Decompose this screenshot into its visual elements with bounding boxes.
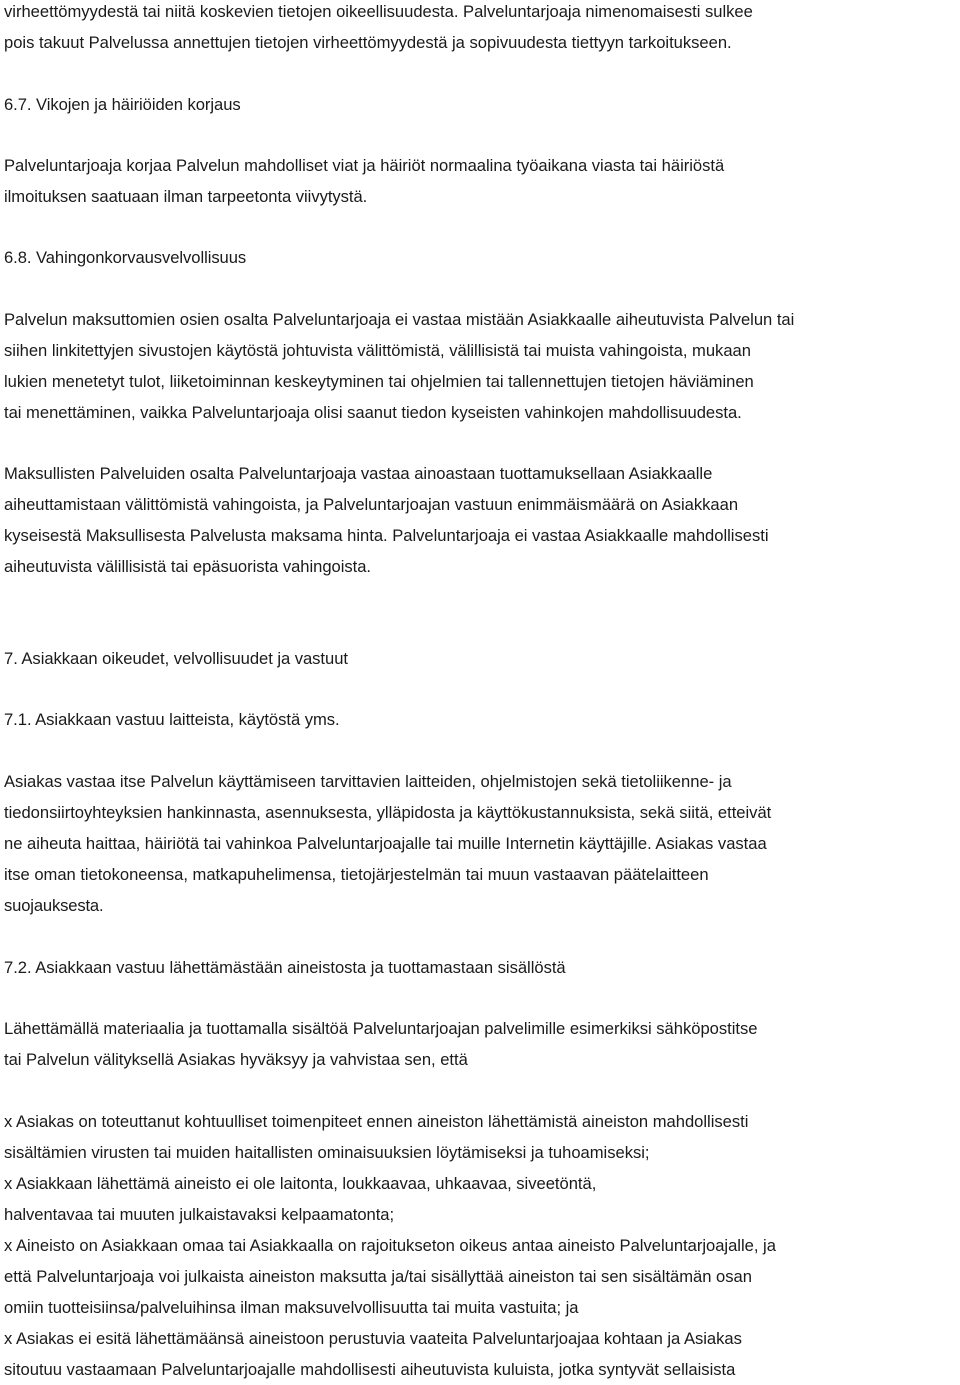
text-line: virheettömyydestä tai niitä koskevien tietojen oikeellisuudesta. Palveluntarjoaja nimenomaisesti sulkee	[4, 2, 753, 21]
text-line: pois takuut Palvelussa annettujen tietojen virheettömyydestä ja sopivuudesta tiettyyn tarkoitukseen.	[4, 33, 732, 52]
text-line: Lähettämällä materiaalia ja tuottamalla sisältöä Palveluntarjoajan palvelimille esimerkiksi sähköpostitse	[4, 1019, 758, 1038]
list-item: sitoutuu vastaamaan Palveluntarjoajalle mahdollisesti aiheutuvista kuluista, jotka syntyvät sellaisista	[4, 1360, 736, 1379]
text-line: itse oman tietokoneensa, matkapuhelimensa, tietojärjestelmän tai muun vastaavan päätelaitteen	[4, 865, 709, 884]
text-line: aiheuttamistaan välittömistä vahingoista, ja Palveluntarjoajan vastuun enimmäismäärä on Asiakkaan	[4, 495, 739, 514]
text-line: kyseisestä Maksullisesta Palvelusta maksama hinta. Palveluntarjoaja ei vastaa Asiakkaalle mahdollisesti	[4, 526, 769, 545]
section-heading-7-1: 7.1. Asiakkaan vastuu laitteista, käytöstä yms.	[4, 710, 340, 729]
text-line: tai menettäminen, vaikka Palveluntarjoaja olisi saanut tiedon kyseisten vahinkojen mahdollisuudesta.	[4, 403, 742, 422]
text-line: aiheutuvista välillisistä tai epäsuorista vahingoista.	[4, 557, 371, 576]
text-line: tiedonsiirtoyhteyksien hankinnasta, asennuksesta, ylläpidosta ja käyttökustannuksista, sekä siitä, etteivät	[4, 803, 772, 822]
text-line: Palvelun maksuttomien osien osalta Palveluntarjoaja ei vastaa mistään Asiakkaalle aiheutuvista Palvelun tai	[4, 310, 795, 329]
section-heading-6-7: 6.7. Vikojen ja häiriöiden korjaus	[4, 95, 241, 114]
section-heading-7: 7. Asiakkaan oikeudet, velvollisuudet ja vastuut	[4, 649, 348, 668]
list-item: x Asiakkaan lähettämä aineisto ei ole laitonta, loukkaavaa, uhkaavaa, siveetöntä,	[4, 1174, 597, 1193]
text-line: suojauksesta.	[4, 896, 104, 915]
paragraph-7-1	[4, 766, 958, 921]
paragraph-7-2	[4, 1013, 958, 1075]
list-7-2	[4, 1106, 958, 1385]
text-line: ilmoituksen saatuaan ilman tarpeetonta viivytystä.	[4, 187, 368, 206]
text-line: Asiakas vastaa itse Palvelun käyttämiseen tarvittavien laitteiden, ohjelmistojen sekä tietoliikenne- ja	[4, 772, 732, 791]
list-item: x Asiakas ei esitä lähettämäänsä aineistoon perustuvia vaateita Palveluntarjoajaa kohtaan ja Asiakas	[4, 1329, 742, 1348]
text-line: Palveluntarjoaja korjaa Palvelun mahdolliset viat ja häiriöt normaalina työaikana viasta tai häiriöstä	[4, 156, 725, 175]
section-heading-6-8: 6.8. Vahingonkorvausvelvollisuus	[4, 248, 247, 267]
paragraph-6-7	[4, 150, 958, 212]
text-line: lukien menetetyt tulot, liiketoiminnan keskeytyminen tai ohjelmien tai tallennettujen tietojen häviäminen	[4, 372, 754, 391]
list-item: x Asiakas on toteuttanut kohtuulliset toimenpiteet ennen aineiston lähettämistä aineiston mahdollisesti	[4, 1112, 749, 1131]
list-item: että Palveluntarjoaja voi julkaista aineiston maksutta ja/tai sisällyttää aineiston tai sen sisältämän osan	[4, 1267, 752, 1286]
text-line: Maksullisten Palveluiden osalta Palveluntarjoaja vastaa ainoastaan tuottamuksellaan Asiakkaalle	[4, 464, 713, 483]
list-item: sisältämien virusten tai muiden haitallisten ominaisuuksien löytämiseksi ja tuhoamiseksi;	[4, 1143, 650, 1162]
paragraph-6-8-paid	[4, 458, 958, 582]
paragraph-intro	[4, 0, 958, 58]
text-line: ne aiheuta haittaa, häiriötä tai vahinkoa Palveluntarjoajalle tai muille Internetin käyttäjille. Asiakas vastaa	[4, 834, 767, 853]
list-item: omiin tuotteisiinsa/palveluihinsa ilman maksuvelvollisuutta tai muita vastuita; ja	[4, 1298, 579, 1317]
section-heading-7-2: 7.2. Asiakkaan vastuu lähettämästään aineistosta ja tuottamastaan sisällöstä	[4, 958, 566, 977]
list-item: halventavaa tai muuten julkaistavaksi kelpaamatonta;	[4, 1205, 395, 1224]
paragraph-6-8-free	[4, 304, 958, 428]
text-line: tai Palvelun välityksellä Asiakas hyväksyy ja vahvistaa sen, että	[4, 1050, 468, 1069]
list-item: x Aineisto on Asiakkaan omaa tai Asiakkaalla on rajoitukseton oikeus antaa aineisto Palveluntarjoajalle, ja	[4, 1236, 776, 1255]
text-line: siihen linkitettyjen sivustojen käytöstä johtuvista välittömistä, välillisistä tai muista vahingoista, mukaan	[4, 341, 751, 360]
